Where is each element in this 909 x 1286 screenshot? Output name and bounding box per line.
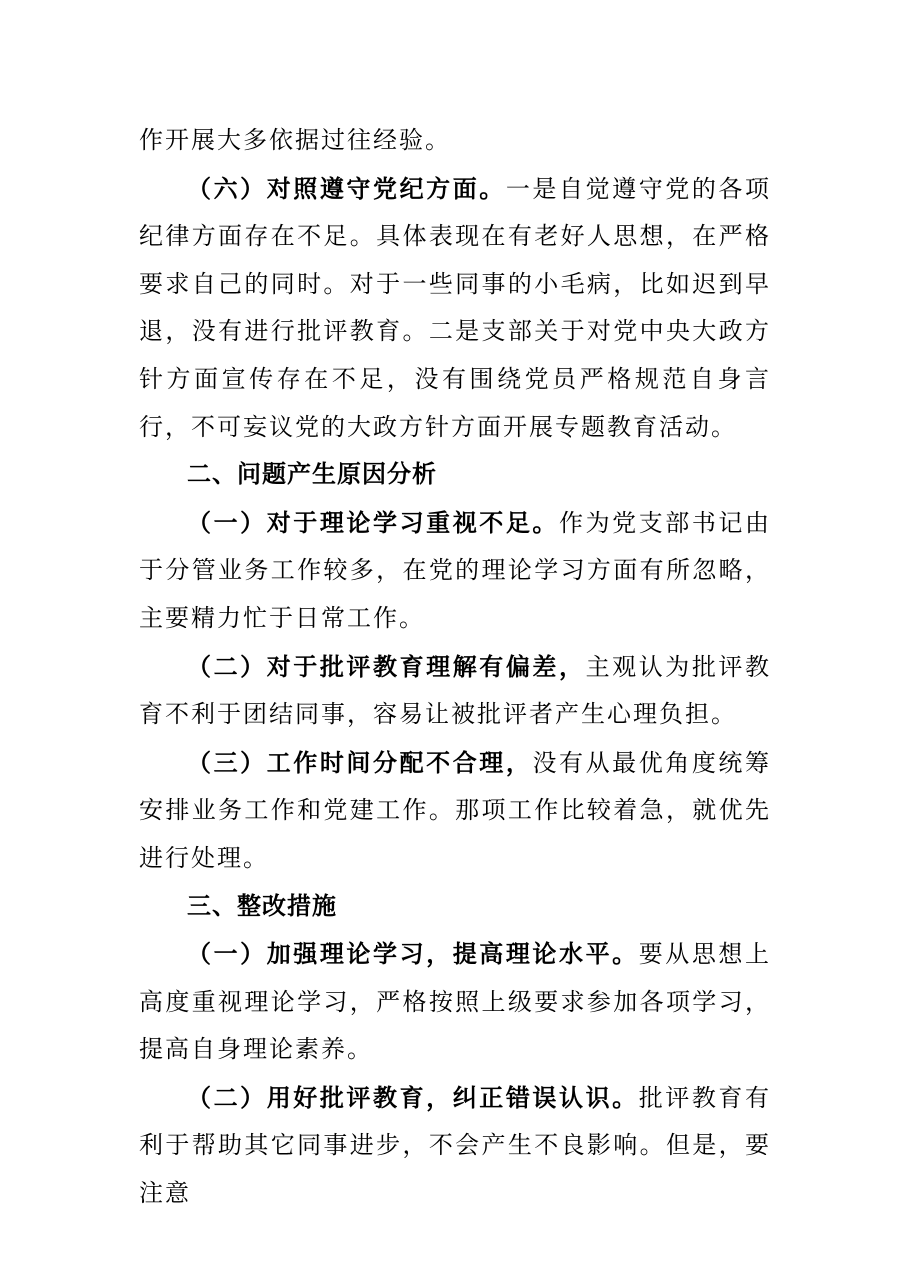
paragraph-text: 作开展大多依据过往经验。 [139, 126, 451, 154]
paragraph-text: 作为党支部书记由于分管业务工作较多，在党的理论学习方面有所忽略，主要精力忙于日常工作。 [139, 508, 771, 632]
paragraph-party-discipline [139, 165, 771, 452]
paragraph-criticism-understanding [139, 643, 771, 739]
paragraph-use-criticism [139, 1074, 771, 1218]
paragraph-lead: （三）工作时间分配不合理， [187, 747, 533, 777]
paragraph-lead: （六）对照遵守党纪方面。 [187, 173, 506, 203]
paragraph-text: 一是自觉遵守党的各项纪律方面存在不足。具体表现在有老好人思想，在严格要求自己的同时。对于一些同事的小毛病，比如迟到早退，没有进行批评教育。二是支部关于对党中央大政方针方面宣传存在不足，没有围绕党员严格规范自身言行，不可妄议党的大政方针方面开展专题教育活动。 [139, 174, 772, 441]
paragraph-text: 批评教育有利于帮助其它同事进步，不会产生不良影响。但是，要注意 [139, 1083, 772, 1208]
document-body [139, 117, 771, 1218]
paragraph-strengthen-study [139, 930, 771, 1074]
paragraph-text: 要从思想上高度重视理论学习，严格按照上级要求参加各项学习，提高自身理论素养。 [139, 940, 772, 1064]
paragraph-lead: （二）对于批评教育理解有偏差， [187, 651, 586, 681]
paragraph-lead: （二）用好批评教育，纠正错误认识。 [187, 1082, 639, 1112]
paragraph-lead: （一）加强理论学习，提高理论水平。 [187, 939, 639, 969]
section-heading-rectification: 三、整改措施 [187, 891, 337, 920]
paragraph-theory-study [139, 499, 771, 643]
paragraph-continuation [139, 117, 771, 165]
paragraph-text: 没有从最优角度统筹安排业务工作和党建工作。那项工作比较着急，就优先进行处理。 [139, 748, 772, 872]
paragraph-time-allocation [139, 739, 771, 883]
section-heading-cause-analysis: 二、问题产生原因分析 [187, 460, 437, 489]
paragraph-text: 主观认为批评教育不利于团结同事，容易让被批评者产生心理负担。 [139, 652, 772, 729]
paragraph-lead: （一）对于理论学习重视不足。 [187, 507, 559, 537]
